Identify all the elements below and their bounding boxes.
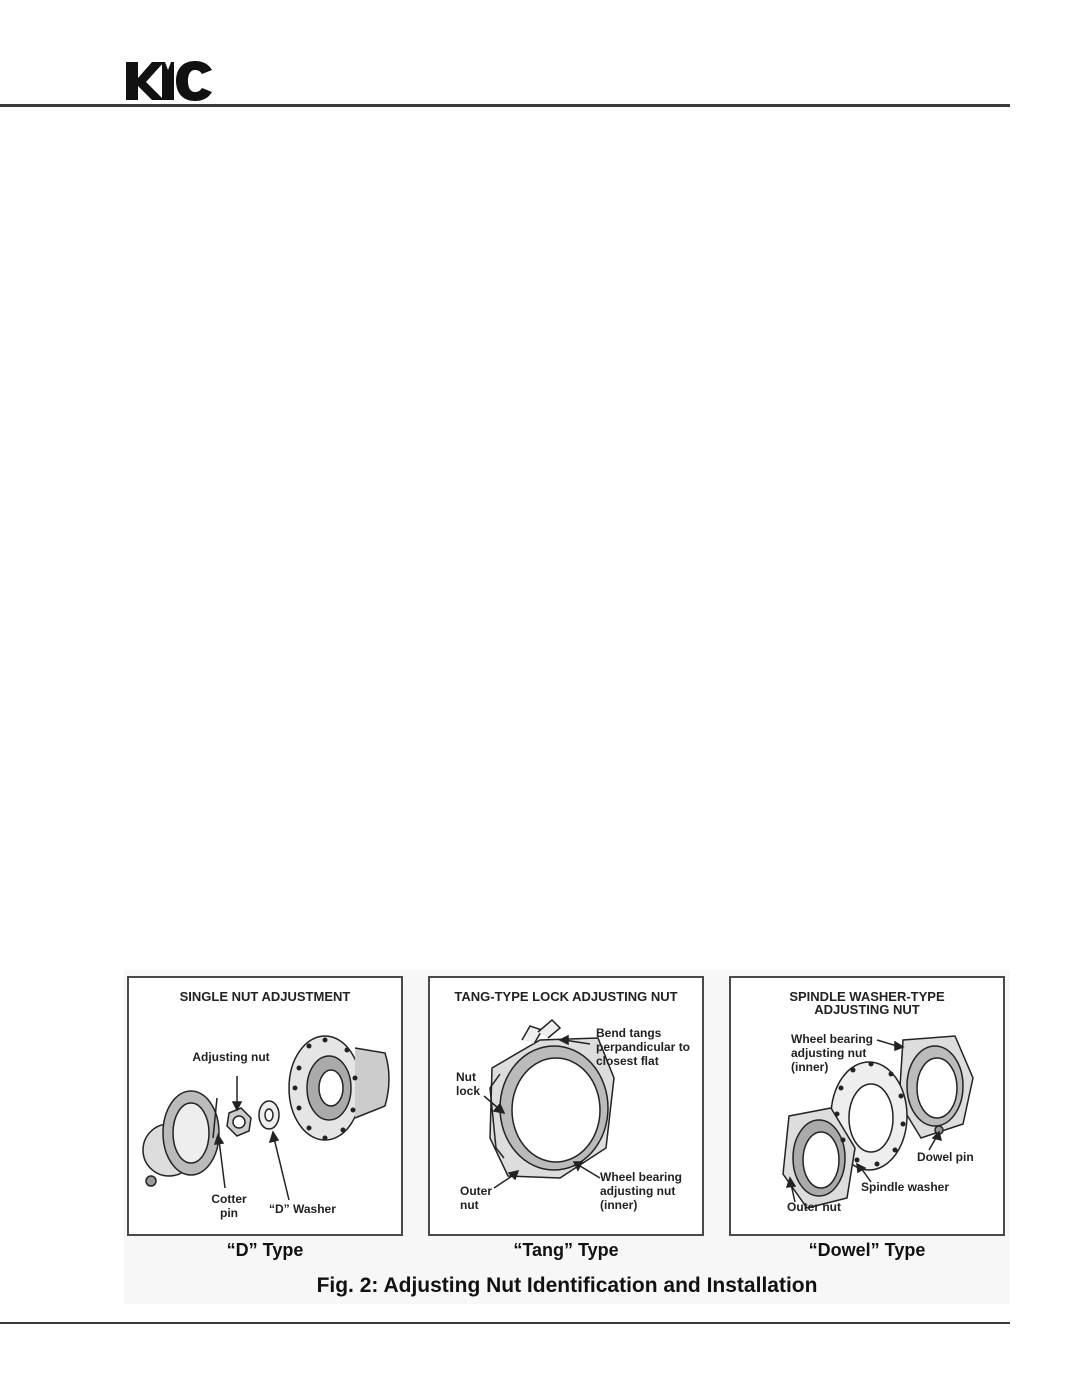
label-cotter-pin: Cotter pin: [211, 1192, 247, 1220]
label-adjusting-nut: Adjusting nut: [192, 1050, 270, 1064]
label-bend-tangs: Bend tangs perpandicular to closest flat: [596, 1026, 691, 1068]
panel-dowel-type: [729, 976, 1005, 1236]
label-outer-nut: Outer nut: [787, 1200, 841, 1214]
spindle-washer-illustration: [731, 978, 1003, 1234]
footer-rule: [0, 1322, 1010, 1324]
label-dowel-pin: Dowel pin: [917, 1150, 974, 1164]
panel-title: SPINDLE WASHER-TYPE ADJUSTING NUT: [789, 989, 945, 1017]
label-d-washer: “D” Washer: [269, 1202, 336, 1216]
caption-dowel-type: “Dowel” Type: [808, 1240, 926, 1260]
panel-d-type: [127, 976, 403, 1236]
caption-tang-type: “Tang” Type: [513, 1240, 619, 1260]
panel-title: SINGLE NUT ADJUSTMENT: [179, 989, 351, 1004]
figure-caption: Fig. 2: Adjusting Nut Identification and Installation: [316, 1274, 818, 1297]
label-nut-lock: Nut lock: [456, 1070, 481, 1098]
caption-d-type: “D” Type: [226, 1240, 304, 1260]
label-outer-nut: Outer nut: [460, 1184, 493, 1212]
panel-title: TANG-TYPE LOCK ADJUSTING NUT: [454, 989, 678, 1004]
label-wheel-bearing-nut: Wheel bearing adjusting nut (inner): [600, 1170, 683, 1212]
label-spindle-washer: Spindle washer: [861, 1180, 950, 1194]
panel-tang-type: [428, 976, 704, 1236]
single-nut-illustration: [129, 978, 401, 1234]
header-rule: [0, 104, 1010, 107]
label-wheel-bearing-nut: Wheel bearing adjusting nut (inner): [791, 1032, 874, 1074]
kic-logo: [124, 60, 214, 102]
